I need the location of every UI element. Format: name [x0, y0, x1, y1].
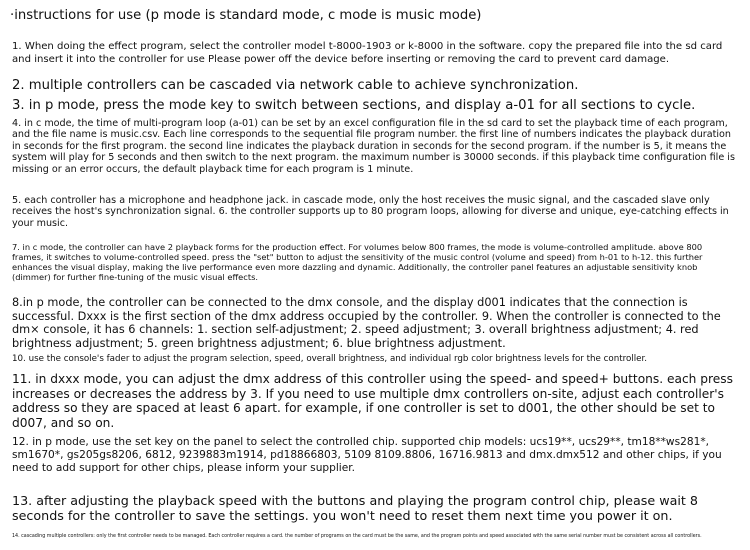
instruction-item-8-9: 8.in p mode, the controller can be connected to the dmx console, and the display d001 indicates that the connection is successful. Dxxx is the first section of the dmx address occupied by the controller. 9. When the controller is connected to the dm× console, it has 6 channels: 1. section self-adjustment; 2. speed adjustment; 3. overall brightness adjustment; 4. red brightness adjustment; 5. green brightness adjustment; 6. blue brightness adjustment. — [12, 296, 721, 350]
instruction-item-14: 14. cascading multiple controllers: only the first controller needs to be managed. Each controller requires a card. the number of programs on the card must be the same, and the program points and speed associated with the same serial number must be consistent across all controllers. — [12, 534, 702, 539]
instruction-item-10: 10. use the console's fader to adjust the program selection, speed, overall brightness, and individual rgb color brightness levels for the controller. — [12, 354, 648, 364]
instruction-item-13: 13. after adjusting the playback speed with the buttons and playing the program control chip, please wait 8 seconds for the controller to save the settings. you won't need to reset them next time you power it on. — [12, 493, 698, 524]
instruction-item-7: 7. in c mode, the controller can have 2 playback forms for the production effect. For volumes below 800 frames, the mode is volume-controlled amplitude. above 800 frames, it switches to volume-controlled speed. press the "set" button to adjust the sensitivity of the music control (volume and speed) from h-01 to h-12. this further enhances the visual display, making the live performance even more dazzling and dynamic. Additionally, the controller panel features an adjustable sensitivity knob (dimmer) for further fine-tuning of the music visual effects. — [12, 242, 703, 283]
instruction-item-11: 11. in dxxx mode, you can adjust the dmx address of this controller using the speed- and speed+ buttons. each press increases or decreases the address by 3. If you need to use multiple dmx controllers on-site, adjust each controller's address so they are spaced at least 6 apart. for example, if one controller is set to d001, the other should be set to d007, and so on. — [12, 372, 733, 430]
instruction-item-2: 2. multiple controllers can be cascaded via network cable to achieve synchronization. — [12, 78, 579, 93]
instruction-item-3: 3. in p mode, press the mode key to switch between sections, and display a-01 for all sections to cycle. — [12, 98, 696, 113]
instruction-item-4: 4. in c mode, the time of multi-program loop (a-01) can be set by an excel configuration file in the sd card to set the playback time of each program, and the file name is music.csv. Each line corresponds to the sequential file program number. the first line of numbers indicates the playback duration in seconds for the first program. the second line indicates the playback duration in seconds for the second program. if the number is 5, it means the system will play for 5 seconds and then switch to the next program. the maximum number is 30000 seconds. if this playback time configuration file is missing or an error occurs, the default playback time for each program is 1 minute. — [12, 118, 735, 175]
instructions-title: ·instructions for use (p mode is standard mode, c mode is music mode) — [10, 8, 482, 23]
instruction-item-12: 12. in p mode, use the set key on the panel to select the controlled chip. supported chip models: ucs19**, ucs29**, tm18**ws281*, sm1670*, gs205gs8206, 6812, 9239883m1914, pd18866803, 5109 8109.8806, 16716.9813 and dmx.dmx512 and other chips, if you need to add support for other chips, please inform your supplier. — [12, 436, 722, 475]
instruction-item-5-6: 5. each controller has a microphone and headphone jack. in cascade mode, only the host receives the music signal, and the cascaded slave only receives the host's synchronization signal. 6. the controller supports up to 80 program loops, allowing for diverse and unique, eye-catching effects in your music. — [12, 195, 729, 229]
instruction-item-1: 1. When doing the effect program, select the controller model t-8000-1903 or k-8000 in the software. copy the prepared file into the sd card and insert it into the controller for use Please power off the device before inserting or removing the card to prevent card damage. — [12, 41, 723, 65]
